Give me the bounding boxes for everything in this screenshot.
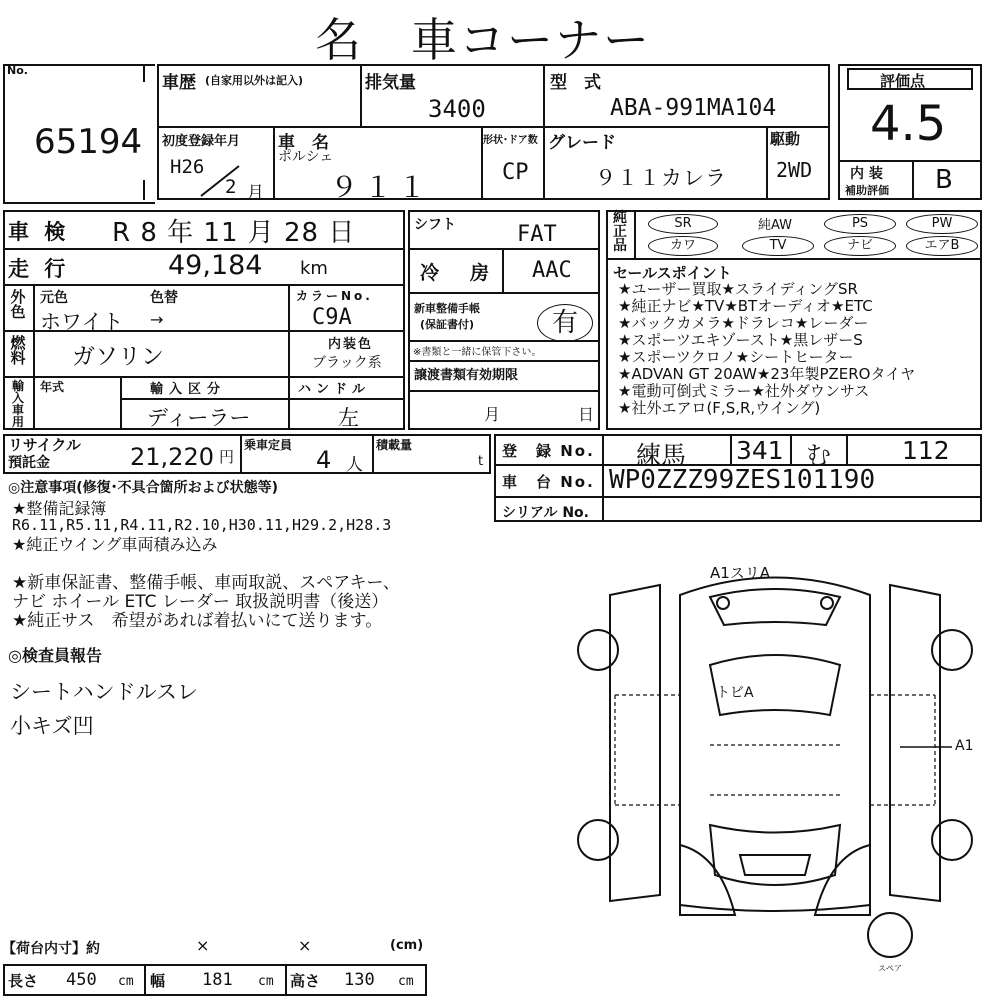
transfer-day: 日 [578,405,595,424]
notes-line: R6.11,R5.11,R4.11,R2.10,H30.11,H29.2,H28.3 [12,516,392,534]
capacity-value: 4 [316,446,332,474]
damage-right-label: A1 [955,738,974,754]
notes-line: ナビ ホイール ETC レーダー 取扱説明書（後送） [12,592,389,612]
spare-label: スペア [878,964,902,973]
load-unit: t [478,454,484,469]
color-no-value: C9A [312,305,352,330]
cargo-length-unit: cm [118,974,134,989]
history-note: (自家用以外は記入) [205,74,304,87]
repaint-label: 色替 [150,290,178,306]
notes-line: ★新車保証書、整備手帳、車両取説、スペアキー、 [12,573,400,593]
cargo-x2: × [298,936,312,955]
grade-value: ９１１カレラ [595,166,727,190]
body-label: 形状･ドア数 [483,135,538,146]
interior-color-value: ブラック系 [312,355,382,371]
body-value: CP [502,160,529,185]
chassis-label: 車 台 No. [502,473,595,491]
car-name-label: 車 名 [278,133,329,153]
import-class-label: 輸入区分 [150,382,227,397]
inspector-line: 小キズ凹 [10,714,94,738]
equip-pw: PW [906,214,978,234]
serial-label: シリアル No. [502,505,589,521]
load-label: 積載量 [376,438,413,452]
sales-point-line: ★スポーツクロノ★シートヒーター [618,348,854,366]
aircon-label: 冷 房 [420,262,496,284]
cargo-height: 130 [344,970,375,990]
registration-class: 341 [736,436,784,465]
first-reg-year: H26 [170,156,205,178]
equip-leather: カワ [648,236,718,256]
interior-rating-label2: 補助評価 [845,184,889,197]
cargo-width: 181 [202,970,233,990]
mileage-label: 走 行 [8,257,70,281]
shift-value: FAT [517,222,557,247]
inspector-line: シートハンドルスレ [10,680,198,704]
model-label: 型 式 [550,73,601,93]
car-damage-diagram [560,555,1000,985]
equip-aw: 純AW [758,218,793,233]
cargo-width-label: 幅 [150,972,166,990]
registration-kana: む [806,441,832,470]
inspection-label: 車 検 [8,220,70,244]
fuel-value: ガソリン [72,344,164,370]
rating-score: 4.5 [870,96,947,152]
inspector-heading: ◎検査員報告 [8,646,102,665]
registration-area: 練馬 [636,441,687,470]
maintenance-value: 有 [537,304,593,342]
recycle-unit: 円 [219,448,235,466]
recycle-value: 21,220 [130,443,214,471]
cargo-unit-note: (cm) [390,938,424,953]
equip-sr: SR [648,214,718,234]
mileage-value: 49,184 [168,250,263,281]
first-reg-month-unit: 月 [247,183,264,203]
cargo-length-label: 長さ [8,972,39,990]
sales-point-line: ★ADVAN GT 20AW★23年製PZEROタイヤ [618,365,916,383]
rating-label: 評価点 [880,72,926,90]
displacement-label: 排気量 [365,73,416,93]
drive-label: 駆動 [770,130,801,148]
notes-line: ★純正ウイング車両積み込み [12,535,218,554]
exterior-color: ホワイト [40,310,124,334]
chassis-value: WP0ZZZ99ZES101190 [609,465,876,495]
drive-value: 2WD [776,158,813,182]
first-reg-month: 2 [225,176,237,198]
interior-color-label: 内装色 [328,337,374,352]
color-no-label: カラーNo. [296,289,373,303]
interior-rating-label: 内 装 [850,166,883,182]
cargo-heading: 【荷台内寸】約 [2,941,100,957]
date-slash [195,160,245,200]
sales-point-line: ★純正ナビ★TV★BTオーディオ★ETC [618,297,873,315]
equipment-label: 純 正 品 [613,210,627,254]
model-value: ABA-991MA104 [610,95,777,121]
aircon-value: AAC [532,258,572,283]
displacement-value: 3400 [428,95,486,123]
mileage-unit: km [300,258,328,279]
notes-heading: ◎注意事項(修復･不具合箇所および状態等) [8,480,279,496]
interior-rating-value: B [935,165,953,195]
car-maker: ポルシェ [278,149,334,165]
registration-number: 112 [902,436,950,465]
handle-label: ハンドル [298,382,371,397]
capacity-label: 乗車定員 [244,438,293,452]
inspection-value: R 8 年 11 月 28 日 [112,218,356,248]
damage-top-label: A1スリA [710,564,771,582]
sales-point-line: ★ユーザー買取★スライディングSR [618,280,858,298]
transfer-month: 月 [484,405,501,424]
maintenance-label: 新車整備手帳 [414,302,480,315]
maintenance-label2: (保証書付) [420,318,475,331]
transfer-label: 譲渡書類有効期限 [414,368,519,383]
sales-point-line: ★スポーツエキゾースト★黒レザーS [618,331,863,349]
notes-line: ★整備記録簿 [12,499,107,518]
sales-points-label: セールスポイント [613,264,732,282]
handle-value: 左 [338,406,359,430]
lot-label: No. [7,64,28,77]
cargo-height-label: 高さ [290,972,321,990]
sales-point-line: ★社外エアロ(F,S,R,ウイング) [618,399,821,417]
recycle-label2: 預託金 [8,455,50,471]
cargo-height-unit: cm [398,974,414,989]
equip-airbag: エアB [906,236,978,256]
shift-label: シフト [414,217,456,233]
maintenance-note: ※書類と一緒に保管下さい。 [413,347,542,358]
import-label: 輸 入 車 用 [11,379,24,429]
equip-navi: ナビ [824,236,896,256]
equip-ps: PS [824,214,896,234]
damage-hood-label: トビA [716,685,754,701]
grade-label: グレード [548,133,616,153]
cargo-width-unit: cm [258,974,274,989]
capacity-unit: 人 [346,455,363,475]
history-label: 車歴 [162,73,196,93]
exterior-label: 外 色 [10,288,26,321]
fuel-label: 燃 料 [10,334,26,367]
repaint-arrow: → [150,310,164,329]
page-title: 名 車コーナー [315,13,651,67]
import-class-value: ディーラー [147,406,251,430]
car-name-value: ９１１ [330,171,433,204]
orig-color-label: 元色 [40,290,68,306]
sales-point-line: ★バックカメラ★ドラレコ★レーダー [618,314,869,332]
registration-label: 登 録 No. [502,442,595,460]
notes-line: ★純正サス 希望があれば着払いにて送ります。 [12,611,383,631]
lot-number: 65194 [34,122,143,162]
cargo-length: 450 [66,970,97,990]
first-reg-label: 初度登録年月 [162,134,241,149]
sales-point-line: ★電動可倒式ミラー★社外ダウンサス [618,382,870,400]
import-year-label: 年式 [40,380,65,394]
cargo-x1: × [196,936,210,955]
recycle-label: リサイクル [8,436,81,454]
equip-tv: TV [742,236,814,256]
